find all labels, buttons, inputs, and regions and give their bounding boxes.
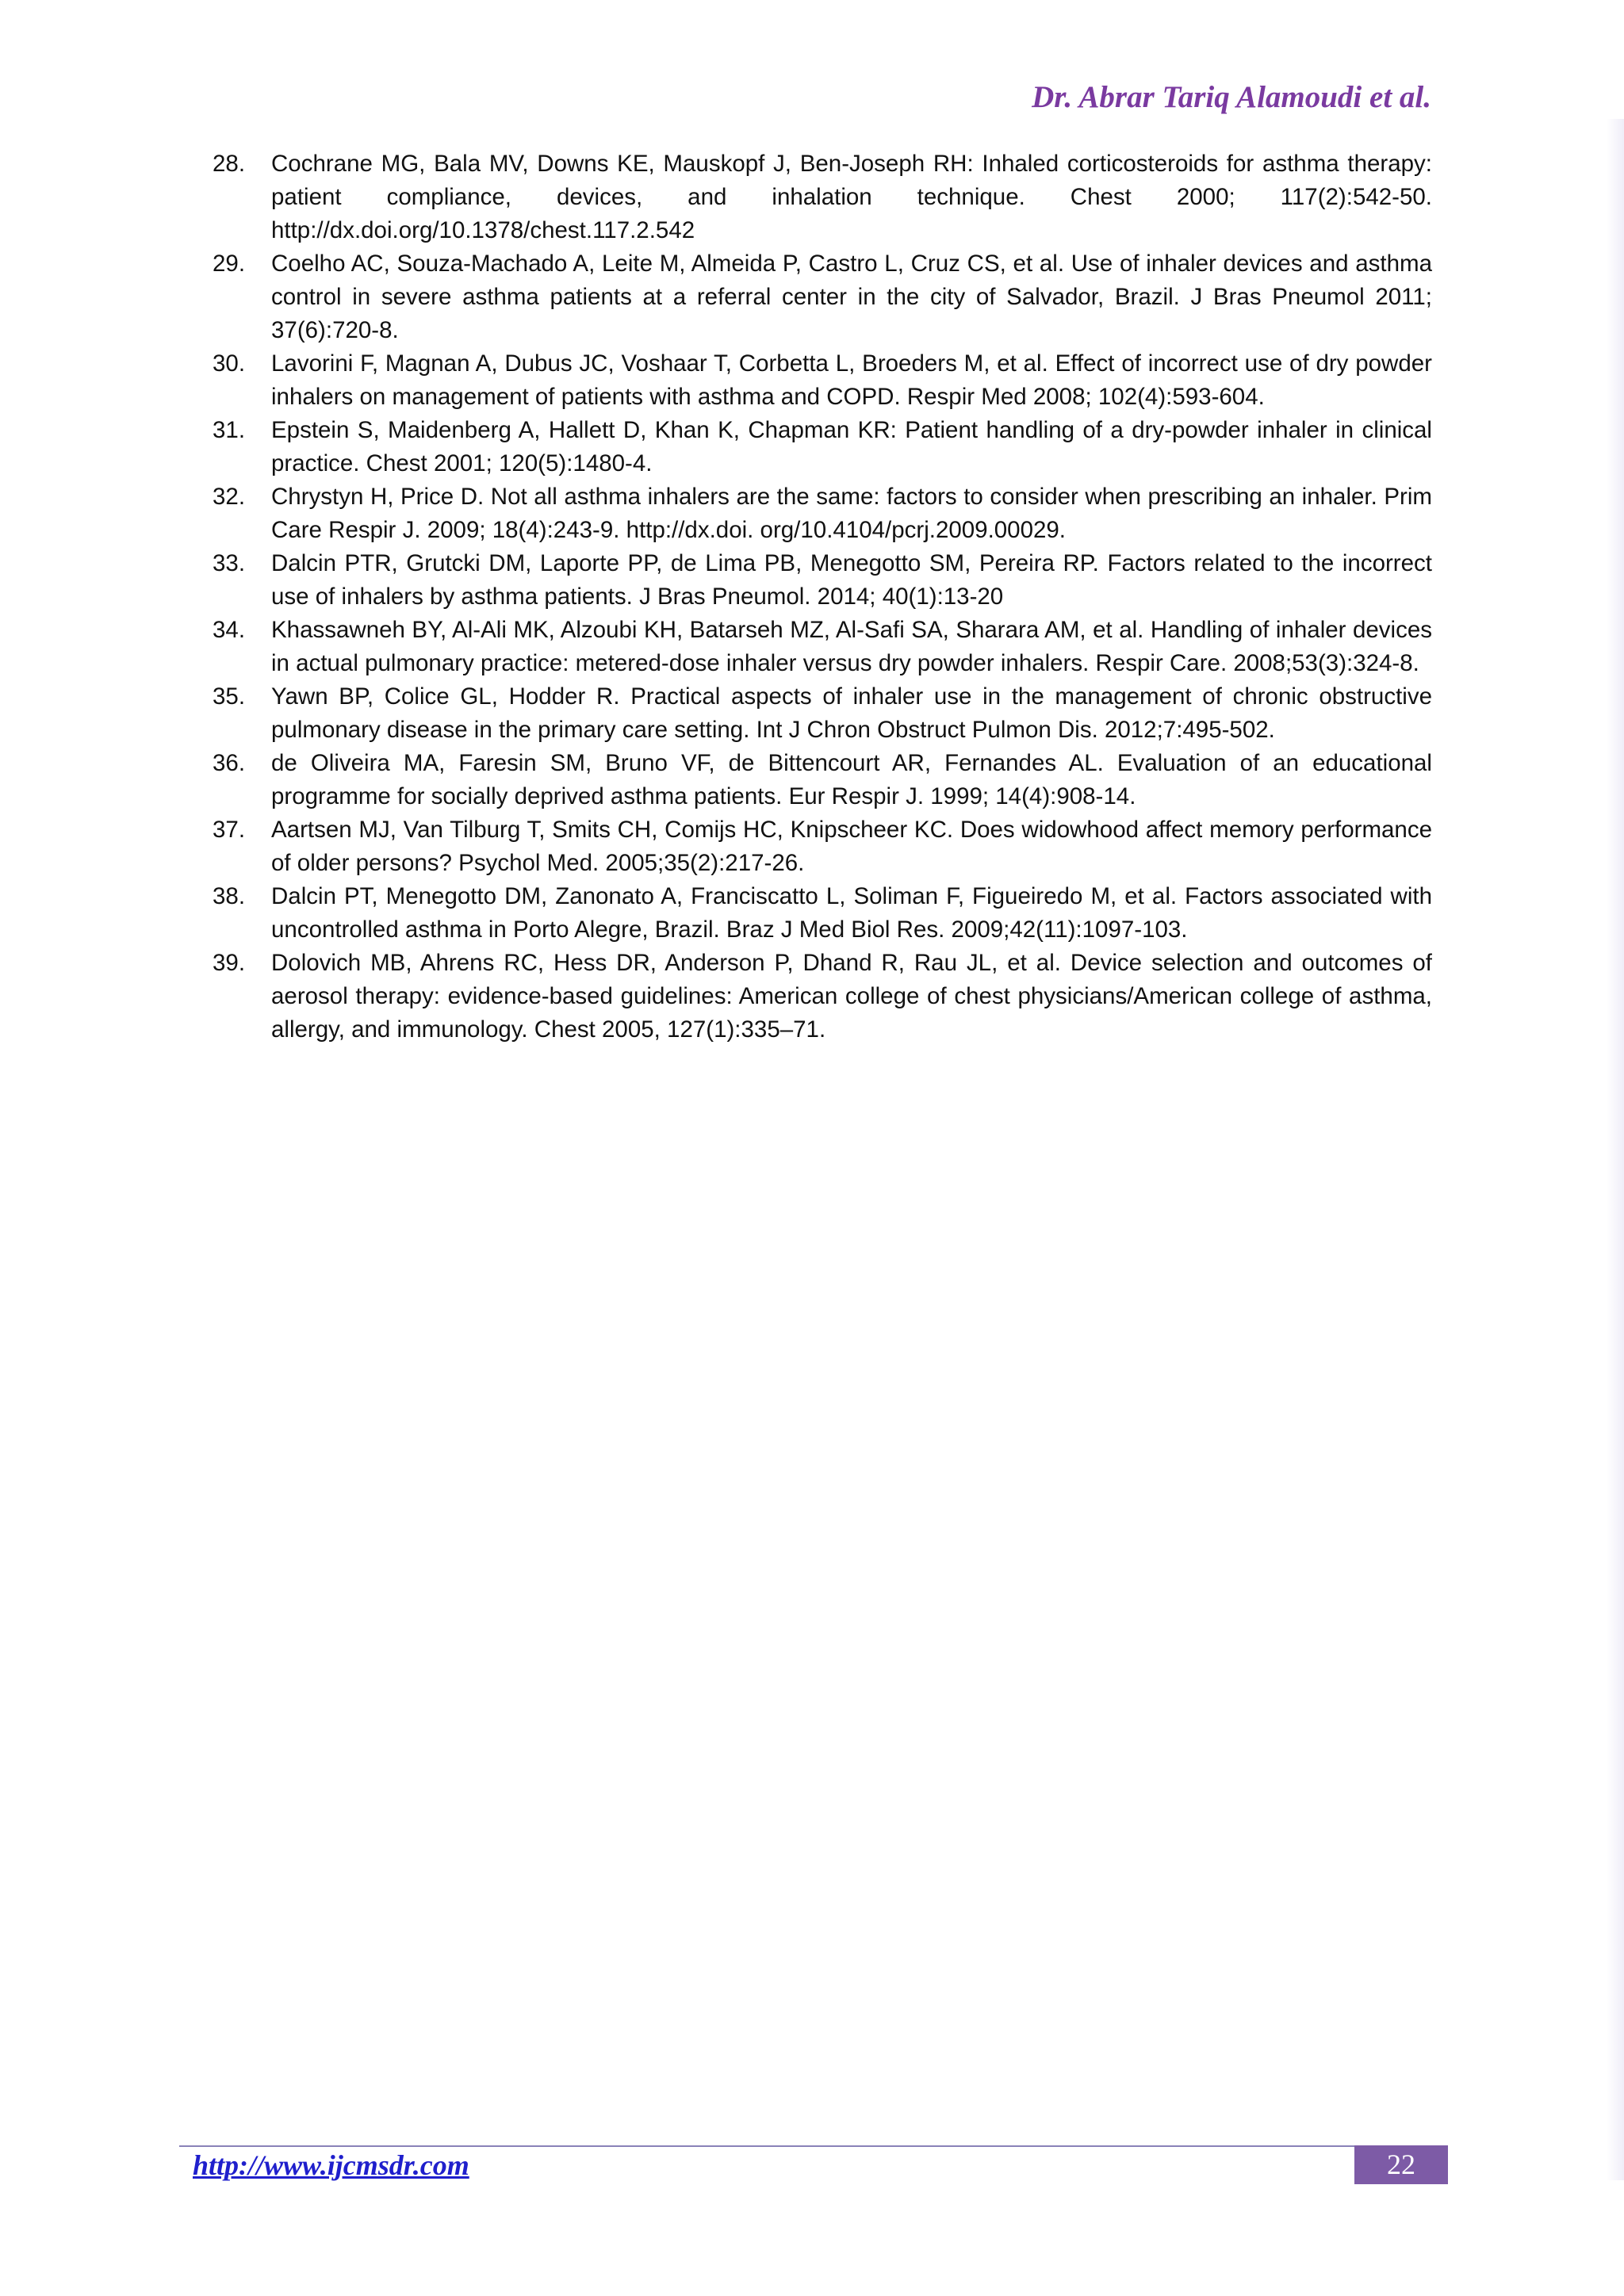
- reference-item-29: [213, 247, 1432, 347]
- reference-number: 36.: [213, 750, 246, 776]
- reference-text: de Oliveira MA, Faresin SM, Bruno VF, de Bittencourt AR, Fernandes AL. Evaluation of an educational programme for socially deprived asthma patients. Eur Respir J. 1999; 14(4):908-14.: [271, 750, 1432, 809]
- reference-number: 34.: [213, 617, 246, 643]
- reference-number: 33.: [213, 550, 246, 576]
- reference-number: 35.: [213, 683, 246, 710]
- reference-number: 31.: [213, 417, 246, 443]
- reference-text: Lavorini F, Magnan A, Dubus JC, Voshaar T, Corbetta L, Broeders M, et al. Effect of incorrect use of dry powder inhalers on management of patients with asthma and COPD. Respir Med 2008; 102(4):593-604.: [271, 350, 1432, 410]
- reference-item-38: [213, 880, 1432, 947]
- reference-number: 37.: [213, 817, 246, 843]
- reference-item-31: [213, 414, 1432, 480]
- reference-number: 28.: [213, 151, 246, 177]
- journal-url-link[interactable]: http://www.ijcmsdr.com: [193, 2149, 469, 2181]
- reference-item-37: [213, 813, 1432, 880]
- footer-divider: [179, 2145, 1448, 2147]
- reference-text: Chrystyn H, Price D. Not all asthma inhalers are the same: factors to consider when prescribing an inhaler. Prim Care Respir J. 2009; 18(4):243-9. http://dx.doi. org/10.4104/pcrj.2009.00029.: [271, 484, 1432, 543]
- reference-item-33: [213, 547, 1432, 614]
- reference-number: 39.: [213, 950, 246, 976]
- reference-item-28: [213, 147, 1432, 247]
- reference-item-32: [213, 480, 1432, 547]
- reference-text: Dalcin PTR, Grutcki DM, Laporte PP, de Lima PB, Menegotto SM, Pereira RP. Factors related to the incorrect use of inhalers by asthma patients. J Bras Pneumol. 2014; 40(1):13-20: [271, 550, 1432, 610]
- reference-text: Epstein S, Maidenberg A, Hallett D, Khan K, Chapman KR: Patient handling of a dry-powder inhaler in clinical practice. Chest 2001; 120(5):1480-4.: [271, 417, 1432, 476]
- reference-number: 38.: [213, 883, 246, 909]
- reference-text: Dolovich MB, Ahrens RC, Hess DR, Anderson P, Dhand R, Rau JL, et al. Device selection and outcomes of aerosol therapy: evidence-based guidelines: American college of chest physicians/American college of asthma, allergy, and immunology. Chest 2005, 127(1):335–71.: [271, 950, 1432, 1043]
- reference-item-30: [213, 347, 1432, 414]
- reference-number: 29.: [213, 251, 246, 277]
- reference-item-39: [213, 947, 1432, 1047]
- reference-item-36: [213, 747, 1432, 813]
- page-edge-shade: [1607, 119, 1624, 2180]
- page-number-badge: 22: [1354, 2145, 1448, 2184]
- reference-text: Dalcin PT, Menegotto DM, Zanonato A, Franciscatto L, Soliman F, Figueiredo M, et al. Factors associated with uncontrolled asthma in Porto Alegre, Brazil. Braz J Med Biol Res. 2009;42(11):1097-103.: [271, 883, 1432, 943]
- reference-number: 30.: [213, 350, 246, 377]
- reference-item-34: [213, 614, 1432, 680]
- reference-text: Yawn BP, Colice GL, Hodder R. Practical aspects of inhaler use in the management of chronic obstructive pulmonary disease in the primary care setting. Int J Chron Obstruct Pulmon Dis. 2012;7:495-502.: [271, 683, 1432, 743]
- reference-text: Khassawneh BY, Al-Ali MK, Alzoubi KH, Batarseh MZ, Al-Safi SA, Sharara AM, et al. Handling of inhaler devices in actual pulmonary practice: metered-dose inhaler versus dry powder inhalers. Respir Care. 2008;53(3):324-8.: [271, 617, 1432, 676]
- reference-text: Cochrane MG, Bala MV, Downs KE, Mauskopf J, Ben-Joseph RH: Inhaled corticosteroids for asthma therapy: patient compliance, devices, and inhalation technique. Chest 2000; 117(2):542-50. http://dx.doi.org/10.1378/chest.117.2.542: [271, 151, 1432, 243]
- reference-text: Coelho AC, Souza-Machado A, Leite M, Almeida P, Castro L, Cruz CS, et al. Use of inhaler devices and asthma control in severe asthma patients at a referral center in the city of Salvador, Brazil. J Bras Pneumol 2011; 37(6):720-8.: [271, 251, 1432, 343]
- reference-text: Aartsen MJ, Van Tilburg T, Smits CH, Comijs HC, Knipscheer KC. Does widowhood affect memory performance of older persons? Psychol Med. 2005;35(2):217-26.: [271, 817, 1432, 876]
- reference-item-35: [213, 680, 1432, 747]
- reference-list: [213, 147, 1432, 1047]
- reference-number: 32.: [213, 484, 246, 510]
- running-head-authors: Dr. Abrar Tariq Alamoudi et al.: [1032, 80, 1431, 114]
